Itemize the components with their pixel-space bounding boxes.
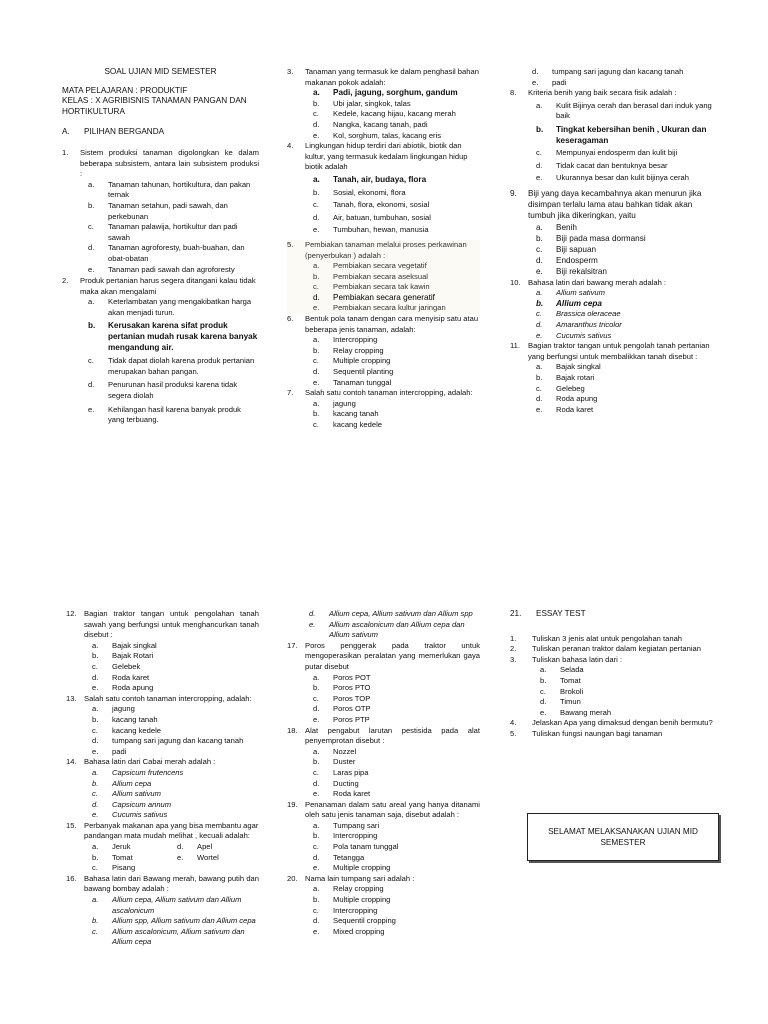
option-d: d. Endosperm (536, 256, 598, 266)
option-b: b. Ubi jalar, singkok, talas (313, 98, 411, 108)
option-c: c. Gelebek (92, 661, 141, 671)
option-list (305, 335, 480, 388)
option-c: c. Laras pipa (313, 767, 369, 777)
option-b: b. Biji pada masa dormansi (536, 233, 646, 243)
option-e: e. Multiple cropping (313, 863, 391, 873)
option-b: b. Bajak rotari (536, 372, 595, 382)
option-a: a. Padi, jagung, sorghum, gandum (313, 88, 458, 98)
option-b: b. Allium cepa (92, 778, 152, 788)
question-12 (66, 609, 259, 694)
question-number: 3. (287, 67, 294, 76)
option-list (84, 842, 259, 874)
option-d: d. Roda karet (92, 672, 150, 682)
option-list (528, 362, 718, 415)
question-3 (287, 67, 480, 141)
essay-question-3 (510, 655, 718, 719)
option-e: e. Roda karet (536, 404, 594, 414)
question-number: 7. (287, 388, 294, 398)
option-d: d. Amaranthus tricolor (536, 319, 622, 329)
option-list (84, 895, 259, 948)
option-list (528, 288, 718, 341)
essay-heading-number: 21. (510, 609, 522, 618)
option-b: b. kacang tanah (92, 714, 158, 724)
option-d: d. Ducting (313, 778, 359, 788)
option-b: b. Duster (313, 757, 356, 767)
option-b: b. Multiple cropping (313, 895, 391, 905)
subject-line: MATA PELAJARAN : PRODUKTIF (62, 85, 188, 95)
option-list (305, 175, 480, 236)
option-e: e. Roda apung (92, 683, 154, 693)
option-d: d. Allium cepa, Allium sativum dan Allium spp (309, 609, 473, 618)
option-e: e. padi (532, 77, 567, 87)
option-list (80, 180, 259, 275)
class-line-1: KELAS : X AGRIBISNIS TANAMAN PANGAN DAN (62, 96, 247, 106)
option-c: c. kacang kedele (92, 725, 161, 735)
option-a: a. Selada (540, 665, 584, 675)
option-a: a. jagung (92, 704, 135, 714)
question-text: Jelaskan Apa yang dimaksud dengan benih bermutu? (532, 718, 713, 728)
closing-line-1: SELAMAT MELAKSANAKAN UJIAN MID (548, 827, 698, 836)
option-e: e. Pembiakan secara kultur jaringan (313, 303, 446, 313)
option-d: d. tumpang sari jagung dan kacang tanah (92, 736, 244, 746)
option-e: e. Mixed cropping (313, 926, 385, 936)
question-text: Produk pertanian harus segera ditangani kalau tidak maka akan mengalami (80, 276, 256, 296)
option-b: b. Tanaman setahun, padi sawah, dan perkebunan (88, 200, 228, 221)
option-list (528, 222, 718, 278)
option-e: e. Cucumis sativus (536, 330, 612, 340)
option-b: b. Relay cropping (313, 345, 384, 355)
question-14 (66, 757, 259, 821)
option-a: a. Kulit Bijinya cerah dan berasal dari induk yang baik (536, 100, 712, 121)
question-19 (287, 800, 480, 874)
essay-question-2 (510, 644, 718, 655)
option-list (84, 641, 259, 694)
option-b: b. Bajak Rotari (92, 651, 154, 661)
option-d: d. Tanaman agroforesty, buah-buahan, dan obat-obatan (88, 243, 245, 263)
option-d: d. Pembiakan secara generatif (313, 292, 435, 302)
option-b: b. Allium cepa (536, 298, 602, 308)
question-number: 18. (287, 725, 298, 735)
column-3-bottom (510, 609, 718, 740)
question-number: 17. (287, 640, 298, 650)
option-a: a. Keterlambatan yang mengakibatkan harga akan menjadi turun. (88, 297, 252, 317)
question-text: Alat pengabut larutan pestisida pada alat penyemprotan disebut : (305, 725, 480, 746)
option-list (528, 101, 718, 184)
question-text: Tuliskan 3 jenis alat untuk pengolahan tanah (532, 633, 683, 643)
option-list (305, 821, 480, 874)
question-16-continued (287, 609, 480, 641)
option-d: d. Sequentil cropping (313, 916, 396, 926)
question-text: Salah satu contoh tanaman intercropping, adalah: (305, 388, 473, 398)
option-row (84, 842, 259, 853)
option-list (305, 88, 480, 141)
option-a: a. Poros POT (313, 672, 371, 682)
option-c: c. Mempunyai endosperm dan kulit biji (536, 148, 678, 158)
option-b: b. kacang tanah (313, 409, 379, 419)
option-c: c. Tanaman palawija, hortikultur dan padi sawah (88, 222, 238, 242)
option-a: a. Nozzel (313, 746, 357, 756)
column-2-bottom (287, 609, 480, 937)
question-number: 4. (287, 141, 294, 151)
question-text: Bahasa latin dari Bawang merah, bawang putih dan bawang bombay adalah : (84, 873, 259, 894)
question-number: 15. (66, 820, 77, 830)
section-title: PILIHAN BERGANDA (84, 127, 165, 137)
option-c: c. kacang kedele (313, 420, 382, 429)
option-c: c. Poros TOP (313, 693, 371, 703)
question-7 (287, 388, 480, 430)
question-text: Tuliskan peranan traktor dalam kegiatan pertanian (532, 644, 701, 654)
option-a: a. Bajak singkal (92, 640, 157, 650)
option-b: b. Tingkat kebersihan benih , Ukuran dan keseragaman (536, 124, 707, 145)
option-e: e. Wortel (177, 852, 219, 862)
option-a: a. Tumpang sari (313, 820, 380, 830)
essay-question-5 (510, 729, 718, 740)
option-a: a. Allium cepa, Allium sativum dan Allium ascalonicum (92, 895, 242, 915)
option-d: d. Poros OTP (313, 704, 371, 714)
option-a: a. Capsicum frutencens (92, 767, 184, 777)
option-d: d. tumpang sari jagung dan kacang tanah (532, 67, 684, 76)
option-c: c. Pola tanam tunggal (313, 842, 399, 852)
option-e: e. Kehilangan hasil karena banyak produk yang terbuang. (88, 404, 241, 425)
question-text: Bentuk pola tanam dengan cara menyisip satu atau beberapa jenis tanaman, adalah: (305, 314, 479, 334)
option-list (305, 673, 480, 726)
option-b: b. Sosial, ekonomi, flora (313, 187, 406, 197)
question-1 (62, 148, 259, 275)
option-e: e. Bawang merah (540, 707, 612, 717)
option-c: c. Tanah, flora, ekonomi, sosial (313, 200, 430, 210)
essay-heading (510, 609, 718, 620)
option-d: d. Sequentil planting (313, 367, 394, 377)
question-text: Bagian traktor tangan untuk pengolahan tanah sawah yang berfungsi untuk menghancurkan tanah disebut : (84, 609, 259, 640)
question-number: 1. (510, 633, 517, 643)
option-b: b. Allium spp, Allium sativum dan Allium cepa (92, 916, 256, 926)
option-a: a. Intercropping (313, 335, 378, 345)
option-a: a. Pembiakan secara vegetatif (313, 261, 427, 271)
option-c: c. Pisang (92, 863, 136, 873)
section-letter: A. (62, 127, 70, 137)
option-d: d. Tetangga (313, 852, 365, 862)
question-6 (287, 314, 480, 388)
question-18 (287, 726, 480, 800)
question-2 (62, 276, 259, 429)
question-4 (287, 141, 480, 236)
option-a: a. Relay cropping (313, 884, 384, 894)
question-text: Kriteria benih yang baik secara fisik adalah : (528, 88, 677, 98)
option-c: c. Intercropping (313, 905, 378, 915)
column-1-bottom (66, 609, 259, 948)
option-a: a. Allium sativum (536, 288, 605, 298)
question-number: 20. (287, 873, 298, 883)
question-number: 11. (510, 341, 520, 351)
option-e: e. Allium ascalonicum dan Allium cepa dan Allium sativum (309, 619, 465, 640)
option-e: e. Kol, sorghum, talas, kacang eris (313, 130, 442, 140)
option-list (84, 704, 259, 757)
essay-heading-title: ESSAY TEST (536, 609, 586, 618)
option-list (80, 297, 259, 426)
option-a: a. jagung (313, 398, 356, 408)
question-text: Bagian traktor tangan untuk pengolah tanah pertanian yang berfungsi untuk membalikkan tanah disebut : (528, 341, 710, 361)
question-number: 2. (62, 276, 69, 286)
question-text: Bahasa latin dari Cabai merah adalah : (84, 757, 216, 767)
option-c: c. Brassica oleraceae (536, 309, 621, 319)
option-b: b. Kerusakan karena sifat produk pertanian mudah rusak karena banyak mengandung air. (88, 321, 258, 352)
question-text: Poros penggerak pada traktor untuk mengoperasikan peralatan yang memerlukan gaya putar disebut (305, 640, 480, 671)
option-c: c. Kedele, kacang hijau, kacang merah (313, 109, 456, 119)
question-number: 19. (287, 799, 298, 809)
question-text: Lingkungan hidup terdiri dari abiotik, biotik dan kultur, yang termasuk kedalam lingkungan hidup biotik adalah (305, 141, 468, 172)
option-e: e. padi (92, 746, 127, 756)
closing-message-box (527, 813, 719, 861)
question-text: Biji yang daya kecambahnya akan menurun jika disimpan terlalu lama atau bahkan tidak akan tumbuh jika dikeringkan, yaitu (528, 188, 702, 221)
option-a: a. Jeruk (92, 842, 131, 852)
option-list (84, 768, 259, 821)
option-b: b. Pembiakan secara aseksual (313, 271, 428, 281)
question-number: 13. (66, 693, 77, 703)
option-e: e. Biji rekalsitran (536, 267, 607, 277)
option-b: b. Intercropping (313, 831, 378, 841)
essay-question-4 (510, 718, 718, 729)
question-text: Bahasa latin dari bawang merah adalah : (528, 277, 667, 287)
column-1-top (62, 67, 259, 429)
option-c: c. Allium ascalonicum, Allium sativum dan Allium cepa (92, 926, 245, 947)
option-c: c. Biji sapuan (536, 244, 597, 254)
option-a: a. Bajak singkal (536, 362, 601, 372)
option-e: e. Tumbuhan, hewan, manusia (313, 225, 429, 235)
option-d: d. Nangka, kacang tanah, padi (313, 119, 428, 129)
option-d: d. Capsicum annum (92, 799, 172, 809)
question-15 (66, 821, 259, 874)
option-a: a. Tanah, air, budaya, flora (313, 174, 427, 184)
option-e: e. Tanaman tunggal (313, 377, 392, 387)
question-number: 1. (62, 147, 69, 157)
question-text: Perbanyak makanan apa yang bisa membantu agar pandangan mata mudah melihat , kecuali adalah: (84, 820, 259, 841)
option-d: d. Timun (540, 697, 581, 707)
question-16 (66, 874, 259, 948)
document-title: SOAL UJIAN MID SEMESTER (104, 67, 217, 76)
question-number: 12. (66, 609, 77, 618)
option-c: c. Brokoli (540, 686, 584, 696)
class-line-2: HORTIKULTURA (62, 106, 125, 116)
option-c: c. Gelebeg (536, 383, 585, 393)
option-c: c. Pembiakan secara tak kawin (313, 282, 430, 292)
section-heading (62, 127, 259, 138)
option-d: d. Tidak cacat dan bentuknya besar (536, 160, 668, 170)
option-d: d. Apel (177, 842, 213, 852)
column-2-top (287, 67, 480, 431)
essay-question-1 (510, 634, 718, 645)
option-e: e. Roda karet (313, 789, 371, 799)
option-e: e. Poros PTP (313, 714, 370, 724)
question-number: 5. (510, 728, 517, 738)
question-5 (287, 240, 480, 314)
question-13 (66, 694, 259, 758)
question-number: 9. (510, 188, 517, 198)
option-e: e. Tanaman padi sawah dan agroforesty (88, 264, 235, 274)
option-list (305, 747, 480, 800)
option-c: c. Multiple cropping (313, 356, 391, 366)
option-b: b. Poros PTO (313, 683, 371, 693)
option-list (305, 884, 480, 937)
option-a: a. Benih (536, 222, 577, 232)
closing-line-2: SEMESTER (600, 838, 646, 847)
option-list (305, 261, 480, 314)
option-row (84, 853, 259, 864)
question-text: Tuliskan bahasa latin dari : (532, 654, 623, 664)
question-number: 6. (287, 314, 294, 324)
question-11 (510, 341, 718, 415)
question-number: 3. (510, 654, 517, 664)
question-number: 2. (510, 644, 517, 654)
question-8 (510, 88, 718, 184)
option-list (532, 665, 718, 718)
option-list (305, 399, 480, 431)
question-7-continued (510, 67, 718, 88)
option-d: d. Air, batuan, tumbuhan, sosial (313, 212, 431, 222)
question-text: Sistem produksi tanaman digolongkan ke dalam beberapa subsistem, antara lain subsistem produksi : (80, 147, 259, 179)
option-b: b. Tomat (92, 852, 133, 862)
question-number: 10. (510, 277, 521, 287)
question-20 (287, 874, 480, 938)
column-3-top (510, 67, 718, 415)
question-text: Penanaman dalam satu areal yang hanya ditanami oleh satu jenis tanaman saja, disebut adalah : (305, 799, 480, 820)
option-e: e. Ukurannya besar dan kulit bijinya cerah (536, 173, 689, 183)
option-d: d. Roda apung (536, 394, 598, 404)
question-text: Tanaman yang termasuk ke dalam penghasil bahan makanan pokok adalah: (305, 67, 479, 87)
question-9 (510, 188, 718, 278)
question-number: 8. (510, 88, 517, 98)
option-a: a. Tanaman tahunan, hortikultura, dan pakan ternak (88, 179, 251, 200)
option-b: b. Tomat (540, 675, 581, 685)
question-text: Nama lain tumpang sari adalah : (305, 873, 415, 883)
option-c: c. Tidak dapat diolah karena produk pertanian merupakan bahan pangan. (88, 356, 255, 376)
option-c: c. Allium sativum (92, 789, 161, 799)
option-e: e. Cucumis sativus (92, 810, 168, 820)
question-10 (510, 278, 718, 342)
question-text: Pembiakan tanaman melalui proses perkawinan (penyerbukan ) adalah : (305, 239, 467, 260)
question-text: Salah satu contoh tanaman intercropping, adalah: (84, 693, 252, 703)
question-17 (287, 641, 480, 726)
question-text: Tuliskan fungsi naungan bagi tanaman (532, 728, 663, 738)
option-d: d. Penurunan hasil produksi karena tidak segera diolah (88, 380, 238, 401)
question-number: 4. (510, 718, 517, 728)
question-number: 5. (287, 239, 294, 249)
question-number: 14. (66, 757, 77, 767)
question-number: 16. (66, 873, 77, 883)
